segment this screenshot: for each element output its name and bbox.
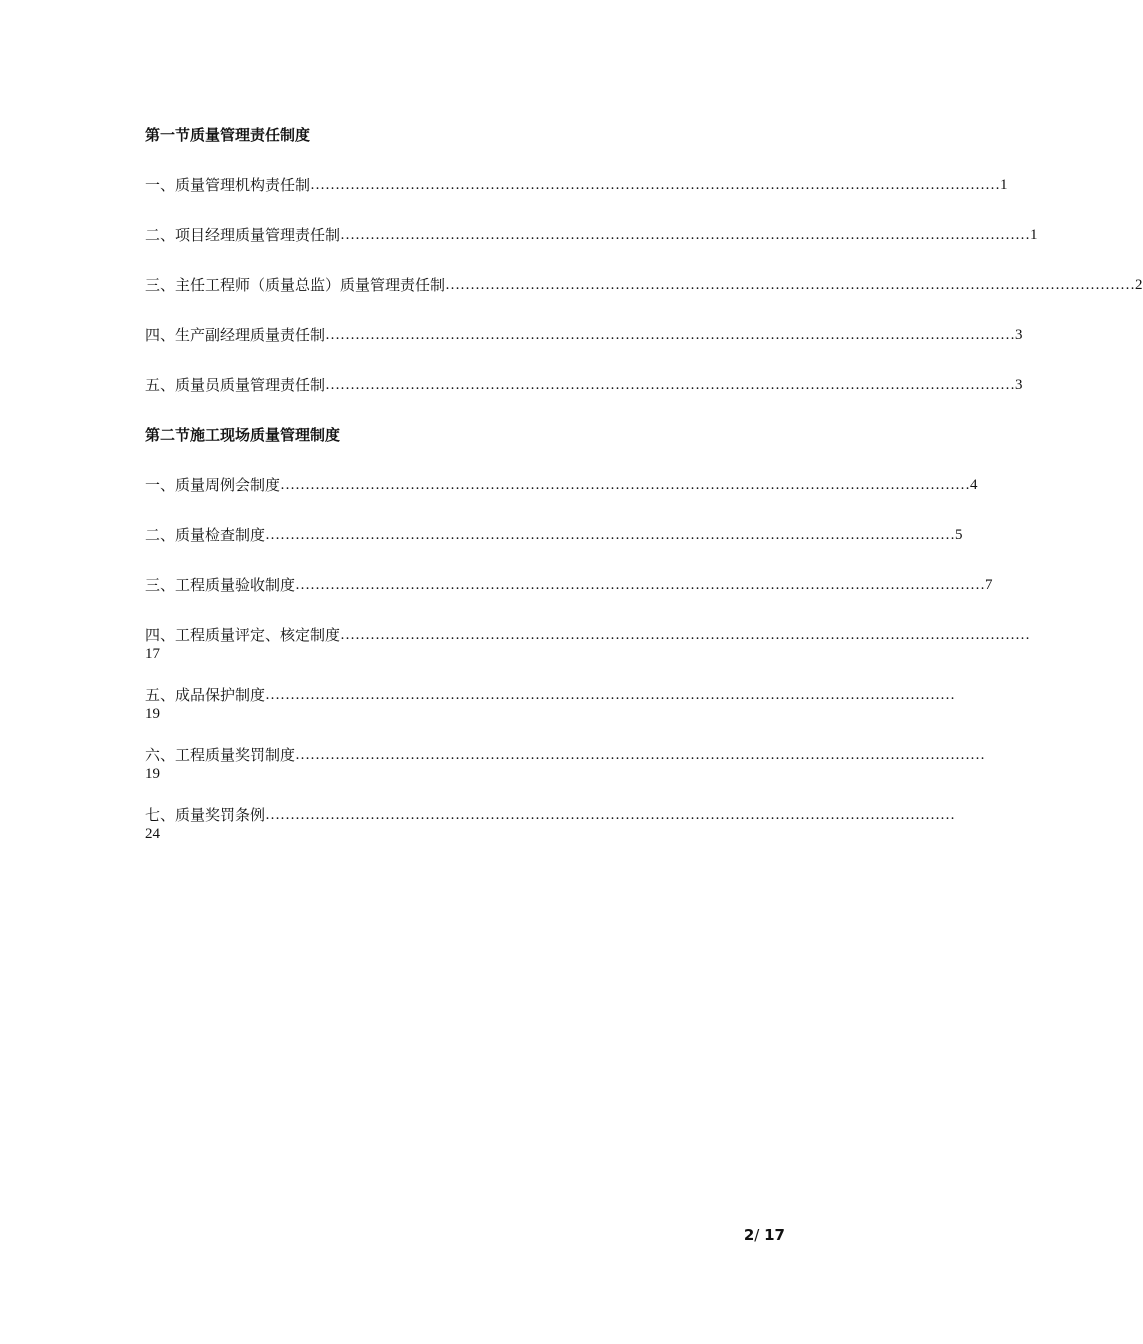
toc-entry-page: 24: [145, 826, 160, 842]
leader-dots: …………………………………………………………………………………………………………………………: [280, 477, 971, 493]
toc-entry-label: 一、质量周例会制度: [145, 476, 281, 494]
toc-entry-page: 1: [1030, 227, 1038, 243]
toc-entry[interactable]: [145, 168, 1008, 202]
table-of-contents: [145, 118, 1143, 858]
toc-entry-label: 二、项目经理质量管理责任制: [145, 226, 341, 244]
page-separator: /: [754, 1226, 765, 1244]
toc-entry-page: 4: [970, 477, 978, 493]
toc-entry[interactable]: [145, 738, 986, 782]
leader-dots: …………………………………………………………………………………………………………………………: [325, 377, 1016, 393]
toc-entry-page: 5: [955, 527, 963, 543]
toc-entry-page: 19: [145, 706, 160, 722]
leader-dots: …………………………………………………………………………………………………………………………: [445, 277, 1136, 293]
leader-dots: …………………………………………………………………………………………………………………………: [265, 527, 956, 543]
toc-entry-label: 三、工程质量验收制度: [145, 576, 296, 594]
toc-entry-page: 2: [1135, 277, 1143, 293]
toc-entry[interactable]: [145, 568, 993, 602]
page-current: 2: [743, 1226, 755, 1244]
toc-entry-label: 七、质量奖罚条例: [145, 806, 266, 824]
toc-entry[interactable]: [145, 468, 978, 502]
toc-entry-label: 五、质量员质量管理责任制: [145, 376, 326, 394]
toc-entry[interactable]: [145, 798, 956, 842]
toc-entry-label: 二、质量检查制度: [145, 526, 266, 544]
leader-dots: …………………………………………………………………………………………………………………………: [265, 807, 956, 823]
page-total: 17: [764, 1226, 785, 1244]
toc-entry-label: 五、成品保护制度: [145, 686, 266, 704]
leader-dots: …………………………………………………………………………………………………………………………: [340, 627, 1031, 643]
leader-dots: …………………………………………………………………………………………………………………………: [295, 577, 986, 593]
section-heading-2: 第二节施工现场质量管理制度: [145, 426, 341, 444]
leader-dots: …………………………………………………………………………………………………………………………: [325, 327, 1016, 343]
page-number: [744, 1226, 785, 1244]
toc-entry[interactable]: [145, 368, 1023, 402]
leader-dots: …………………………………………………………………………………………………………………………: [295, 747, 986, 763]
toc-entry-page: 3: [1015, 327, 1023, 343]
toc-entry[interactable]: [145, 318, 1023, 352]
toc-entry-label: 一、质量管理机构责任制: [145, 176, 311, 194]
toc-entry-label: 四、工程质量评定、核定制度: [145, 626, 341, 644]
toc-entry-label: 三、主任工程师（质量总监）质量管理责任制: [145, 276, 446, 294]
toc-entry-page: 19: [145, 766, 160, 782]
section-heading-1: 第一节质量管理责任制度: [145, 126, 311, 144]
toc-entry-page: 7: [985, 577, 993, 593]
toc-entry-label: 六、工程质量奖罚制度: [145, 746, 296, 764]
toc-entry[interactable]: [145, 518, 963, 552]
toc-entry[interactable]: [145, 218, 1038, 252]
leader-dots: …………………………………………………………………………………………………………………………: [310, 177, 1001, 193]
leader-dots: …………………………………………………………………………………………………………………………: [265, 687, 956, 703]
toc-entry[interactable]: [145, 618, 1031, 662]
leader-dots: …………………………………………………………………………………………………………………………: [340, 227, 1031, 243]
toc-entry-page: 1: [1000, 177, 1008, 193]
toc-entry-page: 3: [1015, 377, 1023, 393]
toc-entry-page: 17: [145, 646, 160, 662]
toc-entry-label: 四、生产副经理质量责任制: [145, 326, 326, 344]
toc-entry[interactable]: [145, 268, 1143, 302]
toc-entry[interactable]: [145, 678, 956, 722]
